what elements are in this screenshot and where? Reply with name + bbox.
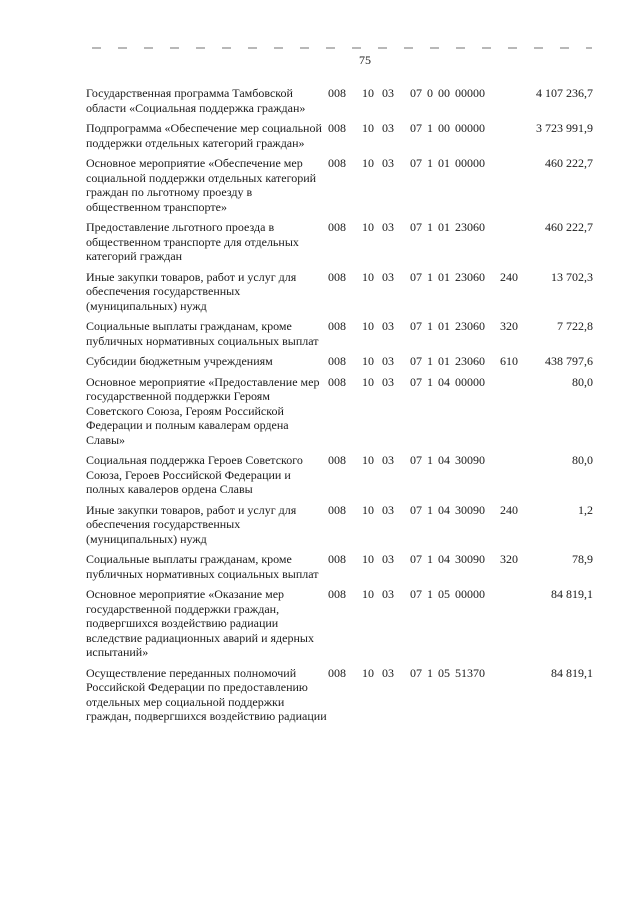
row-name: Социальные выплаты гражданам, кроме публичных нормативных социальных выплат (86, 319, 319, 348)
row-rz: 10 (362, 453, 374, 467)
row-grbs-code: 008 (328, 156, 346, 170)
row-name: Основное мероприятие «Оказание мер государственной поддержки граждан, подвергшихся воздействию радиации вследствие радиационных аварий и ядерных испытаний» (86, 587, 314, 659)
row-cs1: 07 (410, 220, 422, 234)
row-cs3: 01 (438, 354, 450, 368)
row-expense-type (500, 86, 533, 121)
row-rz: 10 (362, 220, 374, 234)
row-cs2: 1 (427, 269, 433, 284)
row-cs1: 07 (410, 319, 422, 333)
row-expense-type: 240 (500, 502, 518, 517)
page-number: 75 (355, 53, 375, 68)
row-grbs-code: 008 (328, 502, 346, 517)
row-name: Социальные выплаты гражданам, кроме публичных нормативных социальных выплат (86, 552, 319, 581)
row-name: Основное мероприятие «Обеспечение мер социальной поддержки отдельных категорий граждан по льготному проезду в общественном транспорте» (86, 156, 317, 214)
row-section-code (362, 666, 410, 730)
row-cs1: 07 (410, 587, 422, 601)
budget-table-body (86, 86, 593, 730)
row-expense-type (500, 156, 533, 220)
row-cs4: 51370 (455, 665, 485, 680)
row-pr: 03 (382, 374, 394, 389)
row-sum: 84 819,1 (551, 587, 593, 601)
row-section-code (362, 270, 410, 320)
row-expense-type (500, 375, 533, 454)
row-pr: 03 (382, 269, 394, 284)
row-name: Осуществление переданных полномочий Российской Федерации по предоставлению отдельных мер социальной поддержки граждан, подвергшихся воздействию радиации (86, 665, 327, 723)
table-row (86, 666, 593, 730)
row-section-code (362, 319, 410, 354)
table-row (86, 503, 593, 553)
row-target-code (410, 552, 500, 587)
row-name: Социальная поддержка Героев Советского Союза, Героев Российской Федерации и полных кавалеров ордена Славы (86, 453, 303, 496)
row-grbs-code: 008 (328, 269, 346, 284)
row-cs4: 30090 (455, 502, 485, 517)
row-target-code (410, 220, 500, 270)
row-cs4: 30090 (455, 552, 485, 566)
row-pr: 03 (382, 220, 394, 234)
row-section-code (362, 121, 410, 156)
row-grbs-code: 008 (328, 354, 346, 368)
row-target-code (410, 156, 500, 220)
row-rz: 10 (362, 269, 374, 284)
row-sum: 438 797,6 (545, 354, 593, 368)
row-rz: 10 (362, 156, 374, 170)
table-row (86, 86, 593, 121)
row-cs1: 07 (410, 156, 422, 170)
row-cs4: 23060 (455, 354, 485, 368)
row-cs4: 00000 (455, 374, 485, 389)
row-name: Иные закупки товаров, работ и услуг для обеспечения государственных (муниципальных) нужд (86, 502, 297, 546)
row-cs3: 01 (438, 319, 450, 333)
row-pr: 03 (382, 86, 394, 100)
row-section-code (362, 587, 410, 666)
row-section-code (362, 503, 410, 553)
row-cs1: 07 (410, 502, 422, 517)
row-sum: 4 107 236,7 (536, 86, 593, 100)
row-pr: 03 (382, 156, 394, 170)
row-rz: 10 (362, 354, 374, 368)
row-target-code (410, 86, 500, 121)
row-grbs-code: 008 (328, 587, 346, 601)
row-cs3: 05 (438, 587, 450, 601)
row-expense-type (500, 121, 533, 156)
row-cs3: 01 (438, 156, 450, 170)
row-cs1: 07 (410, 121, 422, 135)
table-row (86, 587, 593, 666)
row-cs2: 1 (427, 374, 433, 389)
table-row (86, 453, 593, 503)
row-grbs-code: 008 (328, 220, 346, 234)
row-cs2: 0 (427, 86, 433, 100)
row-target-code (410, 587, 500, 666)
row-name: Иные закупки товаров, работ и услуг для обеспечения государственных (муниципальных) нужд (86, 269, 297, 313)
row-expense-type: 610 (500, 354, 518, 368)
row-cs4: 23060 (455, 269, 485, 284)
row-cs2: 1 (427, 121, 433, 135)
row-rz: 10 (362, 374, 374, 389)
row-rz: 10 (362, 502, 374, 517)
row-target-code (410, 375, 500, 454)
row-cs3: 04 (438, 552, 450, 566)
row-target-code (410, 503, 500, 553)
table-row (86, 375, 593, 454)
row-cs3: 00 (438, 121, 450, 135)
row-grbs-code: 008 (328, 665, 346, 680)
row-rz: 10 (362, 552, 374, 566)
row-rz: 10 (362, 121, 374, 135)
row-cs4: 23060 (455, 319, 485, 333)
table-row (86, 156, 593, 220)
table-row (86, 354, 593, 375)
row-section-code (362, 354, 410, 375)
row-sum: 84 819,1 (551, 665, 593, 680)
row-cs1: 07 (410, 86, 422, 100)
row-section-code (362, 453, 410, 503)
row-expense-type (500, 666, 533, 730)
row-name: Основное мероприятие «Предоставление мер государственной поддержки Героям Советского Союза, Героям Российской Федерации и полным кавалерам ордена Славы» (86, 374, 320, 447)
row-pr: 03 (382, 121, 394, 135)
row-cs3: 04 (438, 502, 450, 517)
row-target-code (410, 319, 500, 354)
row-sum: 460 222,7 (545, 220, 593, 234)
table-row (86, 552, 593, 587)
row-expense-type (500, 453, 533, 503)
row-sum: 78,9 (572, 552, 593, 566)
row-expense-type: 320 (500, 319, 518, 333)
budget-table (86, 86, 593, 730)
row-cs3: 00 (438, 86, 450, 100)
row-grbs-code: 008 (328, 453, 346, 467)
row-expense-type (500, 587, 533, 666)
row-cs2: 1 (427, 552, 433, 566)
row-sum: 80,0 (572, 453, 593, 467)
row-section-code (362, 552, 410, 587)
row-cs4: 30090 (455, 453, 485, 467)
row-name: Подпрограмма «Обеспечение мер социальной поддержки отдельных категорий граждан» (86, 121, 322, 150)
row-target-code (410, 354, 500, 375)
row-pr: 03 (382, 453, 394, 467)
row-grbs-code: 008 (328, 319, 346, 333)
row-cs3: 04 (438, 374, 450, 389)
row-expense-type: 320 (500, 552, 518, 566)
row-cs4: 23060 (455, 220, 485, 234)
row-name: Субсидии бюджетным учреждениям (86, 354, 273, 368)
row-cs1: 07 (410, 453, 422, 467)
row-cs2: 1 (427, 156, 433, 170)
row-name: Предоставление льготного проезда в общественном транспорте для отдельных категорий граждан (86, 220, 299, 263)
row-section-code (362, 375, 410, 454)
row-cs3: 05 (438, 665, 450, 680)
row-cs1: 07 (410, 269, 422, 284)
row-cs3: 01 (438, 269, 450, 284)
row-pr: 03 (382, 354, 394, 368)
table-row (86, 121, 593, 156)
row-expense-type (500, 220, 533, 270)
row-cs3: 01 (438, 220, 450, 234)
row-cs1: 07 (410, 354, 422, 368)
row-cs1: 07 (410, 665, 422, 680)
row-target-code (410, 121, 500, 156)
row-pr: 03 (382, 587, 394, 601)
row-pr: 03 (382, 319, 394, 333)
row-cs1: 07 (410, 374, 422, 389)
row-rz: 10 (362, 665, 374, 680)
row-section-code (362, 220, 410, 270)
row-cs2: 1 (427, 319, 433, 333)
row-cs4: 00000 (455, 86, 485, 100)
row-sum: 3 723 991,9 (536, 121, 593, 135)
row-target-code (410, 453, 500, 503)
row-cs1: 07 (410, 552, 422, 566)
row-sum: 7 722,8 (557, 319, 593, 333)
row-target-code (410, 270, 500, 320)
row-cs2: 1 (427, 453, 433, 467)
row-grbs-code: 008 (328, 374, 346, 389)
row-sum: 13 702,3 (551, 269, 593, 284)
row-cs2: 1 (427, 665, 433, 680)
row-grbs-code: 008 (328, 552, 346, 566)
row-cs2: 1 (427, 587, 433, 601)
row-cs4: 00000 (455, 587, 485, 601)
row-cs2: 1 (427, 354, 433, 368)
row-cs2: 1 (427, 220, 433, 234)
row-pr: 03 (382, 502, 394, 517)
row-rz: 10 (362, 86, 374, 100)
row-rz: 10 (362, 319, 374, 333)
row-grbs-code: 008 (328, 121, 346, 135)
row-sum: 1,2 (578, 502, 593, 517)
row-pr: 03 (382, 552, 394, 566)
table-row (86, 220, 593, 270)
row-cs2: 1 (427, 502, 433, 517)
row-cs4: 00000 (455, 156, 485, 170)
row-section-code (362, 156, 410, 220)
row-sum: 460 222,7 (545, 156, 593, 170)
row-grbs-code: 008 (328, 86, 346, 100)
row-target-code (410, 666, 500, 730)
row-rz: 10 (362, 587, 374, 601)
row-cs3: 04 (438, 453, 450, 467)
row-name: Государственная программа Тамбовской области «Социальная поддержка граждан» (86, 86, 306, 115)
header-scan-dashes (92, 47, 592, 49)
table-row (86, 270, 593, 320)
row-section-code (362, 86, 410, 121)
table-row (86, 319, 593, 354)
row-expense-type: 240 (500, 269, 518, 284)
row-sum: 80,0 (572, 374, 593, 389)
row-pr: 03 (382, 665, 394, 680)
row-cs4: 00000 (455, 121, 485, 135)
